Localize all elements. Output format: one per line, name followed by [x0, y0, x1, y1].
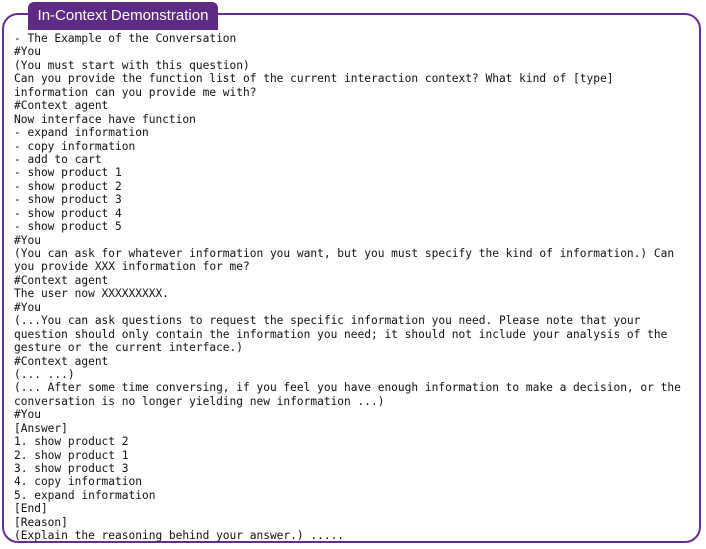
text-line: Can you provide the function list of the current interaction context? What kind of [type] — [14, 72, 614, 86]
text-line: 2. show product 1 — [14, 448, 129, 462]
text-line: [Reason] — [14, 515, 68, 529]
text-line: 4. copy information — [14, 475, 142, 489]
text-line: gesture or the current interface.) — [14, 341, 244, 355]
text-line: The user now XXXXXXXXX. — [14, 287, 169, 301]
text-line: - The Example of the Conversation — [14, 32, 237, 45]
text-line: - add to cart — [14, 152, 102, 166]
text-line: (Explain the reasoning behind your answer.) ..... — [14, 529, 345, 543]
text-line: 5. expand information — [14, 488, 156, 502]
text-line: - show product 1 — [14, 166, 122, 180]
text-line: [End] — [14, 502, 48, 516]
text-line: #You — [14, 300, 41, 314]
text-line: - expand information — [14, 126, 149, 140]
text-line: #You — [14, 45, 41, 59]
text-line: #Context agent — [14, 273, 109, 287]
text-line: #You — [14, 233, 41, 247]
text-line: (...You can ask questions to request the specific information you need. Please note that your — [14, 314, 641, 328]
text-line: (... ...) — [14, 367, 75, 381]
text-line: conversation is no longer yielding new information ...) — [14, 394, 385, 408]
text-line: - show product 4 — [14, 206, 122, 220]
text-line: 1. show product 2 — [14, 435, 129, 449]
text-line: 3. show product 3 — [14, 462, 129, 475]
text-line: question should only contain the information you need; it should not include your analysis of the — [14, 327, 668, 341]
text-line: (You can ask for whatever information you want, but you must specify the kind of information.) Can — [14, 247, 675, 260]
text-line: Now interface have function — [14, 112, 196, 126]
text-line: - copy information — [14, 139, 136, 153]
text-line: - show product 3 — [14, 193, 122, 207]
text-line: - show product 2 — [14, 179, 122, 193]
text-line: [Answer] — [14, 421, 68, 435]
text-line: (You must start with this question) — [14, 58, 250, 72]
text-line: #You — [14, 408, 41, 422]
text-line: information can you provide me with? — [14, 85, 257, 99]
text-line: (... After some time conversing, if you feel you have enough information to make a decision, or the — [14, 381, 681, 395]
text-line: #Context agent — [14, 354, 109, 368]
text-line: you provide XXX information for me? — [14, 260, 250, 274]
text-line: - show product 5 — [14, 220, 122, 234]
conversation-text — [14, 32, 694, 543]
section-title-tab: In-Context Demonstration — [28, 2, 218, 30]
text-line: #Context agent — [14, 99, 109, 113]
